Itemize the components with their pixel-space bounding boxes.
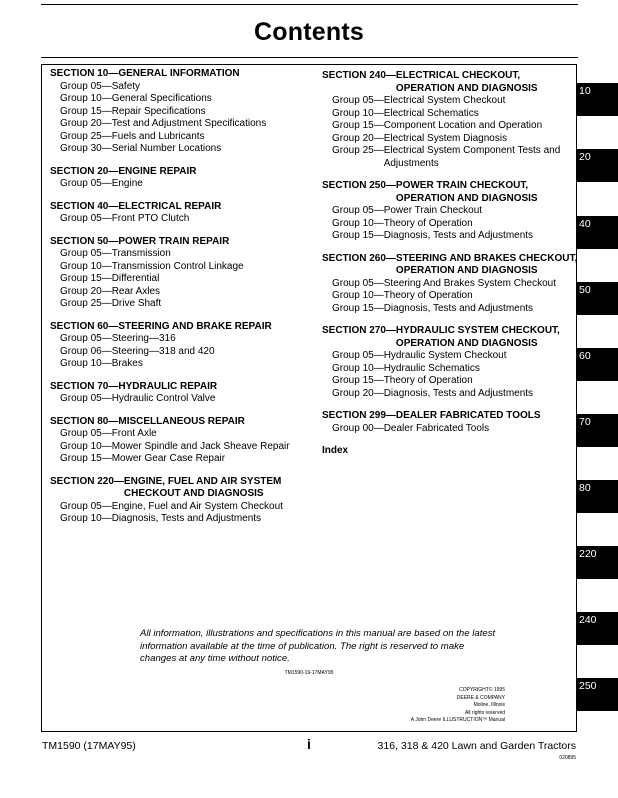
group-label: Group 15— [332,375,384,386]
group-label: Group 10— [60,440,112,452]
section-name: POWER TRAIN REPAIR [118,235,230,247]
section-tab[interactable]: 40 [577,216,618,249]
section-tab[interactable]: 250 [577,678,618,711]
section-heading[interactable] [50,476,305,501]
toc-section [50,201,305,226]
group-entry[interactable] [50,261,305,274]
copyright-line: COPYRIGHT© 1995 [459,687,505,693]
section-name: STEERING AND BRAKES CHECKOUT, OPERATION AND DIAGNOSIS [395,252,578,276]
section-number: SECTION 40— [50,200,119,212]
group-label: Group 15— [60,273,112,284]
group-entry[interactable] [50,346,305,359]
section-heading[interactable] [322,410,580,423]
group-label: Group 25— [60,130,112,142]
section-number: SECTION 240— [322,70,396,81]
group-title: Power Train Checkout [383,205,483,216]
group-label: Group 20— [60,118,112,129]
group-label: Group 25— [60,298,112,309]
group-title: Diagnosis, Tests and Adjustments [383,302,534,314]
group-entry[interactable] [322,423,580,436]
group-label: Group 05— [60,178,112,189]
group-entry[interactable] [50,298,305,311]
toc-section [322,253,580,316]
group-entry[interactable] [322,108,580,121]
section-tab[interactable]: 50 [577,282,618,315]
group-title: Engine [111,178,143,189]
group-entry[interactable] [50,393,305,406]
group-title: Component Location and Operation [383,120,543,131]
group-title: Engine, Fuel and Air System Checkout [111,500,283,512]
group-label: Group 00— [332,422,384,434]
section-name: GENERAL INFORMATION [118,68,240,79]
group-title: Diagnosis, Tests and Adjustments [383,387,534,399]
group-label: Group 10— [60,513,112,524]
group-title: Mower Spindle and Jack Sheave Repair [111,440,290,452]
group-title: Differential [111,273,160,284]
section-name: ENGINE, FUEL AND AIR SYSTEM CHECKOUT AND DIAGNOSIS [123,475,282,499]
group-label: Group 30— [60,143,112,154]
group-title: Electrical Schematics [383,107,479,119]
group-title: Electrical System Checkout [383,95,506,106]
group-label: Group 20— [332,387,384,399]
group-label: Group 05— [332,205,384,216]
group-entry[interactable] [322,303,580,316]
group-entry[interactable] [322,230,580,243]
group-title: Mower Gear Case Repair [111,453,226,464]
section-heading[interactable] [322,253,580,278]
group-entry[interactable] [50,131,305,144]
group-label: Group 05— [60,393,112,404]
page-title: Contents [254,18,364,46]
group-entry[interactable] [50,513,305,526]
group-entry[interactable] [322,350,580,363]
toc-section [50,416,305,466]
notice-text: All information, illustrations and specifications in this manual are based on the latest information available at the time of publication. The right is reserved to make changes at any time without notice. [140,628,496,664]
section-heading[interactable] [50,236,305,249]
group-title: Hydraulic Control Valve [111,393,216,404]
group-entry[interactable] [50,501,305,514]
index-link[interactable]: Index [322,445,349,456]
group-entry[interactable] [50,273,305,286]
group-title: Front Axle [111,428,157,439]
section-tab[interactable]: 60 [577,348,618,381]
section-name: ELECTRICAL CHECKOUT, OPERATION AND DIAGNOSIS [395,70,538,94]
group-title: Transmission Control Linkage [111,260,244,272]
section-heading[interactable] [322,70,580,95]
section-name: MISCELLANEOUS REPAIR [118,415,245,427]
group-title: Drive Shaft [111,298,162,309]
section-tab[interactable]: 240 [577,612,618,645]
group-entry[interactable] [322,145,580,170]
group-label: Group 25— [332,145,384,156]
group-title: Steering—318 and 420 [111,345,215,357]
group-label: Group 10— [332,107,384,119]
group-entry[interactable] [322,363,580,376]
section-number: SECTION 299— [322,410,396,421]
section-heading[interactable] [322,325,580,350]
group-label: Group 15— [60,105,112,117]
group-label: Group 10— [332,362,384,374]
document-code: TM1590-19-17MAY95 [284,670,334,676]
group-title: Brakes [111,358,143,369]
group-label: Group 06— [60,345,112,357]
group-title: Theory of Operation [383,290,473,301]
toc-section [50,381,305,406]
group-entry[interactable] [50,358,305,371]
group-title: Serial Number Locations [111,143,222,154]
section-tab[interactable]: 70 [577,414,618,447]
group-entry[interactable] [322,278,580,291]
group-label: Group 10— [60,93,112,104]
section-name: STEERING AND BRAKE REPAIR [118,320,272,332]
copyright-line: Moline, Illinois [473,702,505,708]
group-title: Theory of Operation [383,375,473,386]
section-name: HYDRAULIC REPAIR [118,380,218,392]
section-heading[interactable] [50,321,305,334]
left-column [50,68,305,536]
group-title: Test and Adjustment Specifications [111,118,267,129]
section-tab[interactable]: 10 [577,83,618,116]
group-label: Group 05— [60,500,112,512]
section-number: SECTION 270— [322,325,396,336]
footer-product: 316, 318 & 420 Lawn and Garden Tractors [377,740,576,752]
section-number: SECTION 70— [50,380,119,392]
group-entry[interactable] [50,118,305,131]
group-entry[interactable] [322,290,580,303]
group-label: Group 05— [60,248,112,259]
right-column [322,70,580,458]
section-heading[interactable] [50,381,305,394]
group-title: Front PTO Clutch [111,213,190,224]
footer-manual-id: TM1590 (17MAY95) [42,740,136,752]
group-label: Group 10— [332,217,384,229]
group-entry[interactable] [50,453,305,466]
group-title: Diagnosis, Tests and Adjustments [383,230,534,241]
toc-section [50,68,305,156]
group-title: Rear Axles [111,285,161,297]
group-title: Safety [111,80,141,92]
group-title: Electrical System Component Tests and Adjustments [383,145,561,169]
section-number: SECTION 50— [50,235,119,247]
toc-section [50,166,305,191]
title-rule [41,57,578,58]
section-heading[interactable] [50,416,305,429]
group-entry[interactable] [50,143,305,156]
section-name: ENGINE REPAIR [118,165,197,177]
group-label: Group 05— [60,428,112,439]
group-entry[interactable] [322,218,580,231]
group-title: Steering And Brakes System Checkout [383,277,557,289]
group-title: Electrical System Diagnosis [383,132,508,144]
section-tab[interactable]: 220 [577,546,618,579]
section-name: DEALER FABRICATED TOOLS [395,410,541,421]
group-entry[interactable] [50,248,305,261]
group-entry[interactable] [50,286,305,299]
section-heading[interactable] [50,201,305,214]
group-label: Group 05— [60,333,112,344]
section-number: SECTION 220— [50,475,124,487]
toc-section [50,476,305,526]
section-number: SECTION 80— [50,415,119,427]
group-label: Group 10— [60,358,112,369]
section-heading[interactable] [50,166,305,179]
group-title: General Specifications [111,93,212,104]
group-title: Fuels and Lubricants [111,130,205,142]
section-tab[interactable]: 80 [577,480,618,513]
group-label: Group 10— [332,290,384,301]
toc-section [322,325,580,400]
group-label: Group 15— [332,120,384,131]
footer-page-number: i [307,736,311,752]
section-heading[interactable] [50,68,305,81]
group-entry[interactable] [50,213,305,226]
group-entry[interactable] [50,93,305,106]
group-label: Group 15— [332,302,384,314]
group-entry[interactable] [50,178,305,191]
toc-section [50,236,305,311]
toc-section [50,321,305,371]
toc-section [322,180,580,243]
group-title: Steering—316 [111,333,176,344]
group-entry[interactable] [50,428,305,441]
section-number: SECTION 250— [322,180,396,191]
footer-code: 020895 [559,755,576,761]
group-entry[interactable] [50,106,305,119]
group-title: Theory of Operation [383,217,473,229]
group-label: Group 05— [332,350,384,361]
group-label: Group 20— [60,285,112,297]
group-entry[interactable] [50,81,305,94]
toc-section [322,410,580,435]
section-heading[interactable] [322,180,580,205]
copyright-line: A John Deere ILLUSTRUCTION™ Manual [410,717,505,723]
copyright-block [360,687,505,725]
group-title: Hydraulic System Checkout [383,350,507,361]
group-entry[interactable] [322,375,580,388]
group-title: Repair Specifications [111,105,206,117]
group-label: Group 05— [332,95,384,106]
group-label: Group 10— [60,260,112,272]
section-tab[interactable]: 20 [577,149,618,182]
section-number: SECTION 260— [322,252,396,264]
group-label: Group 15— [332,230,384,241]
group-title: Diagnosis, Tests and Adjustments [111,513,262,524]
group-entry[interactable] [322,133,580,146]
copyright-line: DEERE & COMPANY [456,694,505,701]
section-number: SECTION 60— [50,320,119,332]
section-name: POWER TRAIN CHECKOUT, OPERATION AND DIAGNOSIS [395,180,538,204]
group-entry[interactable] [322,95,580,108]
group-label: Group 15— [60,453,112,464]
section-name: HYDRAULIC SYSTEM CHECKOUT, OPERATION AND DIAGNOSIS [395,325,560,349]
section-number: SECTION 20— [50,165,119,177]
group-entry[interactable] [322,388,580,401]
toc-section [322,70,580,170]
copyright-line: All rights reserved [464,709,505,716]
top-border [41,4,578,5]
group-label: Group 05— [332,277,384,289]
group-title: Dealer Fabricated Tools [383,422,490,434]
section-name: ELECTRICAL REPAIR [118,200,222,212]
group-label: Group 05— [60,213,112,224]
group-title: Transmission [111,248,171,259]
group-entry[interactable] [50,333,305,346]
section-number: SECTION 10— [50,68,119,79]
group-label: Group 20— [332,132,384,144]
group-label: Group 05— [60,80,112,92]
group-entry[interactable] [322,120,580,133]
group-entry[interactable] [322,205,580,218]
group-entry[interactable] [50,441,305,454]
group-title: Hydraulic Schematics [383,362,480,374]
